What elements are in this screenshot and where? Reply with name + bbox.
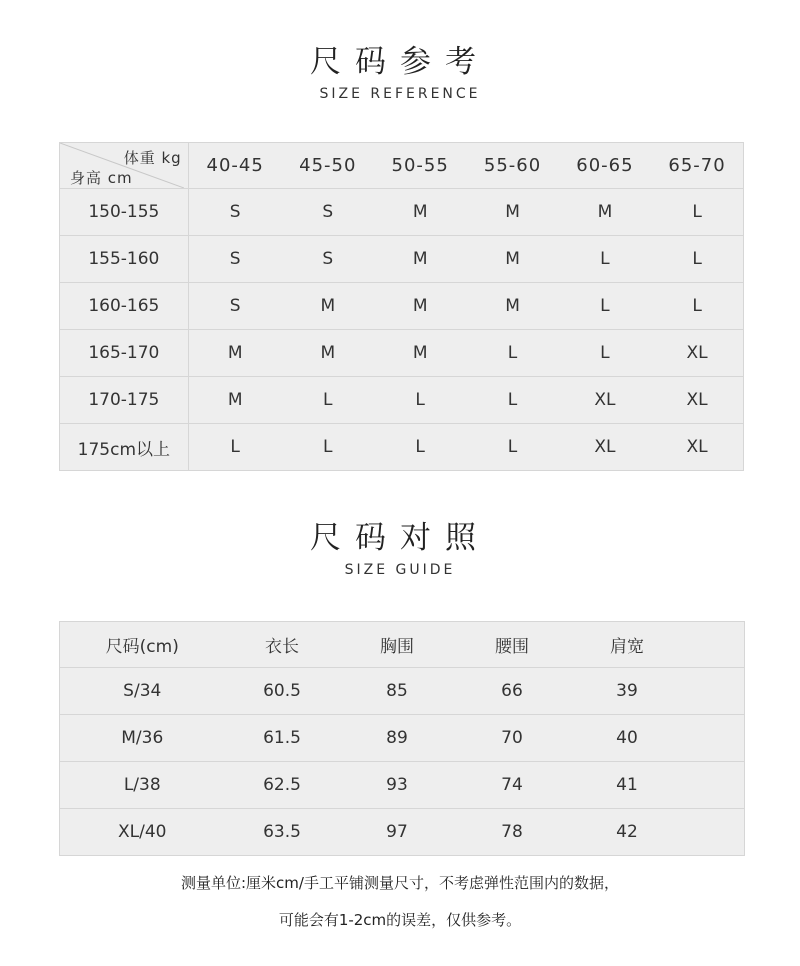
spacer-cell	[685, 668, 745, 715]
column-header: 腰围	[495, 637, 529, 657]
height-range-label: 155-160	[60, 236, 189, 283]
measurement-cell: 74	[455, 762, 570, 809]
size-guide-title: 尺码对照	[310, 520, 490, 556]
size-label: L/38	[60, 762, 225, 809]
size-cell: L	[559, 330, 651, 377]
size-cell: XL	[651, 330, 743, 377]
table-row	[60, 668, 745, 715]
measurement-cell: 61.5	[225, 715, 340, 762]
size-cell: S	[282, 236, 374, 283]
weight-range-header: 55-60	[483, 155, 542, 176]
size-cell: M	[466, 283, 558, 330]
size-cell: L	[282, 377, 374, 424]
table-row	[60, 424, 744, 471]
measurement-cell: 97	[340, 809, 455, 856]
size-cell: M	[466, 236, 558, 283]
measurement-cell: 89	[340, 715, 455, 762]
column-header: 衣长	[265, 637, 299, 657]
height-range-label: 160-165	[60, 283, 189, 330]
size-cell: M	[374, 236, 466, 283]
weight-range-header: 65-70	[668, 155, 726, 176]
weight-axis-label: 体重 kg	[123, 149, 182, 167]
spacer-cell	[685, 762, 745, 809]
size-cell: L	[466, 377, 558, 424]
size-label: M/36	[60, 715, 225, 762]
height-range-label: 165-170	[60, 330, 189, 377]
size-reference-table	[59, 142, 744, 471]
diagonal-header	[60, 143, 188, 188]
table-row	[60, 189, 744, 236]
size-cell: M	[188, 377, 281, 424]
size-cell: XL	[559, 424, 651, 471]
size-cell: S	[188, 283, 281, 330]
measurement-cell: 78	[455, 809, 570, 856]
size-cell: M	[559, 189, 651, 236]
measurement-cell: 60.5	[225, 668, 340, 715]
size-cell: L	[559, 283, 651, 330]
size-cell: L	[651, 236, 743, 283]
spacer-cell	[685, 622, 745, 668]
size-cell: XL	[651, 377, 743, 424]
size-guide-subtitle: SIZE GUIDE	[344, 562, 456, 578]
measurement-cell: 39	[570, 668, 685, 715]
measurement-note-line2: 可能会有1-2cm的误差，仅供参考。	[278, 911, 522, 929]
size-cell: S	[188, 236, 281, 283]
measurement-cell: 66	[455, 668, 570, 715]
size-cell: L	[466, 330, 558, 377]
size-cell: XL	[651, 424, 743, 471]
column-header: 肩宽	[610, 637, 644, 657]
size-cell: M	[282, 283, 374, 330]
size-cell: L	[374, 377, 466, 424]
size-cell: L	[374, 424, 466, 471]
height-range-label: 175cm以上	[60, 424, 189, 471]
table-header-row	[60, 622, 745, 668]
weight-range-header: 40-45	[206, 155, 264, 176]
size-cell: L	[651, 189, 743, 236]
size-cell: M	[374, 330, 466, 377]
size-cell: L	[559, 236, 651, 283]
corner-header-cell	[60, 143, 189, 189]
measurement-cell: 41	[570, 762, 685, 809]
table-row	[60, 330, 744, 377]
height-range-label: 150-155	[60, 189, 189, 236]
table-row	[60, 762, 745, 809]
size-cell: M	[282, 330, 374, 377]
table-row	[60, 283, 744, 330]
measurement-cell: 63.5	[225, 809, 340, 856]
table-row	[60, 809, 745, 856]
measurement-cell: 42	[570, 809, 685, 856]
size-reference-title: 尺码参考	[310, 44, 490, 80]
weight-range-header: 45-50	[299, 155, 357, 176]
size-cell: L	[466, 424, 558, 471]
height-axis-label: 身高 cm	[70, 169, 133, 187]
table-row	[60, 377, 744, 424]
size-cell: L	[651, 283, 743, 330]
table-header-row	[60, 143, 744, 189]
table-row	[60, 236, 744, 283]
size-label: S/34	[60, 668, 225, 715]
measurement-cell: 70	[455, 715, 570, 762]
measurement-cell: 93	[340, 762, 455, 809]
size-cell: L	[282, 424, 374, 471]
size-cell: XL	[559, 377, 651, 424]
size-reference-subtitle: SIZE REFERENCE	[319, 86, 481, 102]
size-cell: M	[374, 283, 466, 330]
size-cell: M	[374, 189, 466, 236]
size-cell: M	[188, 330, 281, 377]
measurement-cell: 85	[340, 668, 455, 715]
measurement-cell: 40	[570, 715, 685, 762]
size-cell: S	[282, 189, 374, 236]
size-cell: L	[188, 424, 281, 471]
column-header: 尺码(cm)	[105, 637, 179, 657]
height-range-label: 170-175	[60, 377, 189, 424]
size-cell: S	[188, 189, 281, 236]
weight-range-header: 60-65	[576, 155, 634, 176]
spacer-cell	[685, 809, 745, 856]
spacer-cell	[685, 715, 745, 762]
measurement-cell: 62.5	[225, 762, 340, 809]
weight-range-header: 50-55	[391, 155, 449, 176]
size-cell: M	[466, 189, 558, 236]
table-row	[60, 715, 745, 762]
column-header: 胸围	[380, 637, 414, 657]
size-guide-table	[59, 621, 745, 856]
size-label: XL/40	[60, 809, 225, 856]
measurement-note-line1: 测量单位:厘米cm/手工平铺测量尺寸，不考虑弹性范围内的数据，	[181, 874, 619, 892]
